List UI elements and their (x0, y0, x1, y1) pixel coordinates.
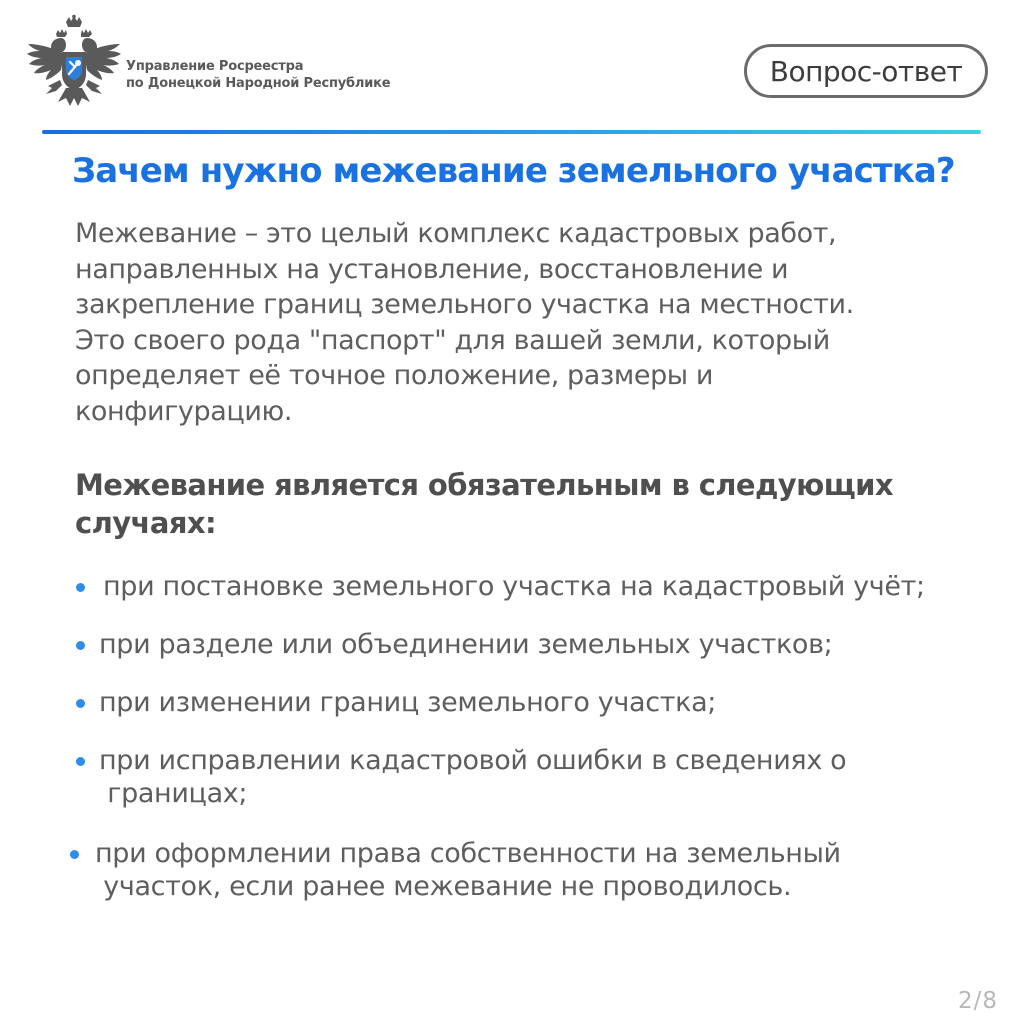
list-item-line: участок, если ранее межевание не проводилось. (95, 871, 792, 902)
intro-line: закрепление границ земельного участка на местности. (75, 289, 854, 320)
organization-name-line-1: Управление Росреестра (126, 59, 304, 74)
qa-badge: Вопрос-ответ (744, 44, 988, 98)
list-item-line: границах; (99, 778, 248, 809)
intro-line: Это своего рода "паспорт" для вашей земли, который (75, 324, 830, 356)
bullet-dot-icon (76, 699, 85, 708)
list-item-line: при исправлении кадастровой ошибки в сведениях о (99, 745, 847, 776)
page-title: Зачем нужно межевание земельного участка? (72, 151, 955, 191)
cases-subheading (75, 466, 975, 542)
list-item-line: при изменении границ земельного участка; (99, 687, 717, 718)
list-item-text (103, 570, 925, 603)
organization-name (126, 58, 390, 92)
intro-paragraph (75, 216, 955, 429)
list-item-line: при постановке земельного участка на кадастровый учёт; (103, 571, 925, 602)
header-divider (42, 130, 981, 134)
subheading-line: Межевание является обязательным в следующих (75, 468, 893, 502)
bullet-dot-icon (76, 757, 85, 766)
intro-line: направленных на установление, восстановление и (75, 253, 789, 285)
subheading-line: случаях: (75, 506, 216, 540)
organization-name-line-2: по Донецкой Народной Республике (126, 76, 391, 91)
list-item-text (99, 686, 716, 719)
list-item-text (99, 628, 832, 661)
double-headed-eagle-emblem-icon (26, 14, 122, 110)
list-item-line: при оформлении права собственности на земельный (95, 838, 841, 869)
bullet-dot-icon (76, 583, 85, 592)
list-item-line: при разделе или объединении земельных участков; (99, 629, 833, 660)
list-item-text (95, 837, 841, 903)
bullet-dot-icon (70, 850, 79, 859)
bullet-dot-icon (76, 641, 85, 650)
intro-line: определяет её точное положение, размеры и (75, 360, 714, 391)
intro-line: Межевание – это целый комплекс кадастровых работ, (75, 218, 837, 249)
list-item-text (99, 744, 846, 810)
page-counter: 2/8 (958, 988, 999, 1014)
intro-line: конфигурацию. (75, 395, 292, 427)
